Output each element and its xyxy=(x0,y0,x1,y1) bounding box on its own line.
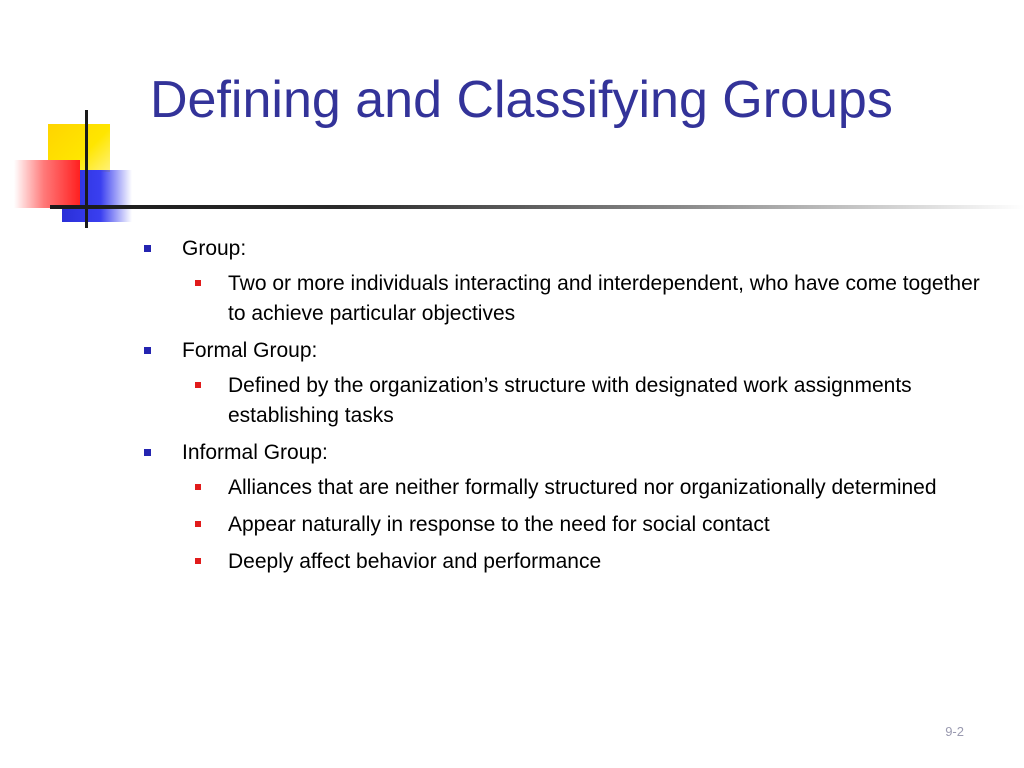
bullet-item-group xyxy=(138,234,988,329)
sub-bullet-item xyxy=(138,269,988,329)
red-bullet-icon xyxy=(195,280,201,286)
sub-bullet-item xyxy=(138,371,988,431)
blue-bullet-icon xyxy=(144,347,151,354)
bullet-label: Informal Group: xyxy=(182,441,328,464)
slide-title: Defining and Classifying Groups xyxy=(150,71,893,129)
bullet-item-informal-group xyxy=(138,438,988,577)
red-bullet-icon xyxy=(195,382,201,388)
sub-bullet-text: Deeply affect behavior and performance xyxy=(228,550,602,573)
blue-bullet-icon xyxy=(144,449,151,456)
blue-bullet-icon xyxy=(144,245,151,252)
sub-bullet-list xyxy=(182,269,988,329)
title-underline-rule xyxy=(50,205,1024,209)
vertical-rule xyxy=(85,110,88,228)
red-square xyxy=(14,160,80,208)
red-bullet-icon xyxy=(195,521,201,527)
sub-bullet-list xyxy=(182,473,988,577)
sub-bullet-text: Two or more individuals interacting and interdependent, who have come together to achieve particular objectives xyxy=(228,272,980,325)
sub-bullet-text: Appear naturally in response to the need for social contact xyxy=(228,513,770,536)
red-bullet-icon xyxy=(195,484,201,490)
bullet-list xyxy=(138,234,988,584)
slide-number: 9-2 xyxy=(945,724,964,739)
sub-bullet-list xyxy=(182,371,988,431)
red-bullet-icon xyxy=(195,558,201,564)
sub-bullet-item xyxy=(138,510,988,540)
bullet-label: Formal Group: xyxy=(182,339,318,362)
sub-bullet-item xyxy=(138,547,988,577)
bullet-label: Group: xyxy=(182,237,247,260)
bullet-item-formal-group xyxy=(138,336,988,431)
decorative-logo-squares xyxy=(0,0,160,240)
sub-bullet-text: Alliances that are neither formally structured nor organizationally determined xyxy=(228,476,937,499)
sub-bullet-item xyxy=(138,473,988,503)
sub-bullet-text: Defined by the organization’s structure with designated work assignments establishing tasks xyxy=(228,374,912,427)
